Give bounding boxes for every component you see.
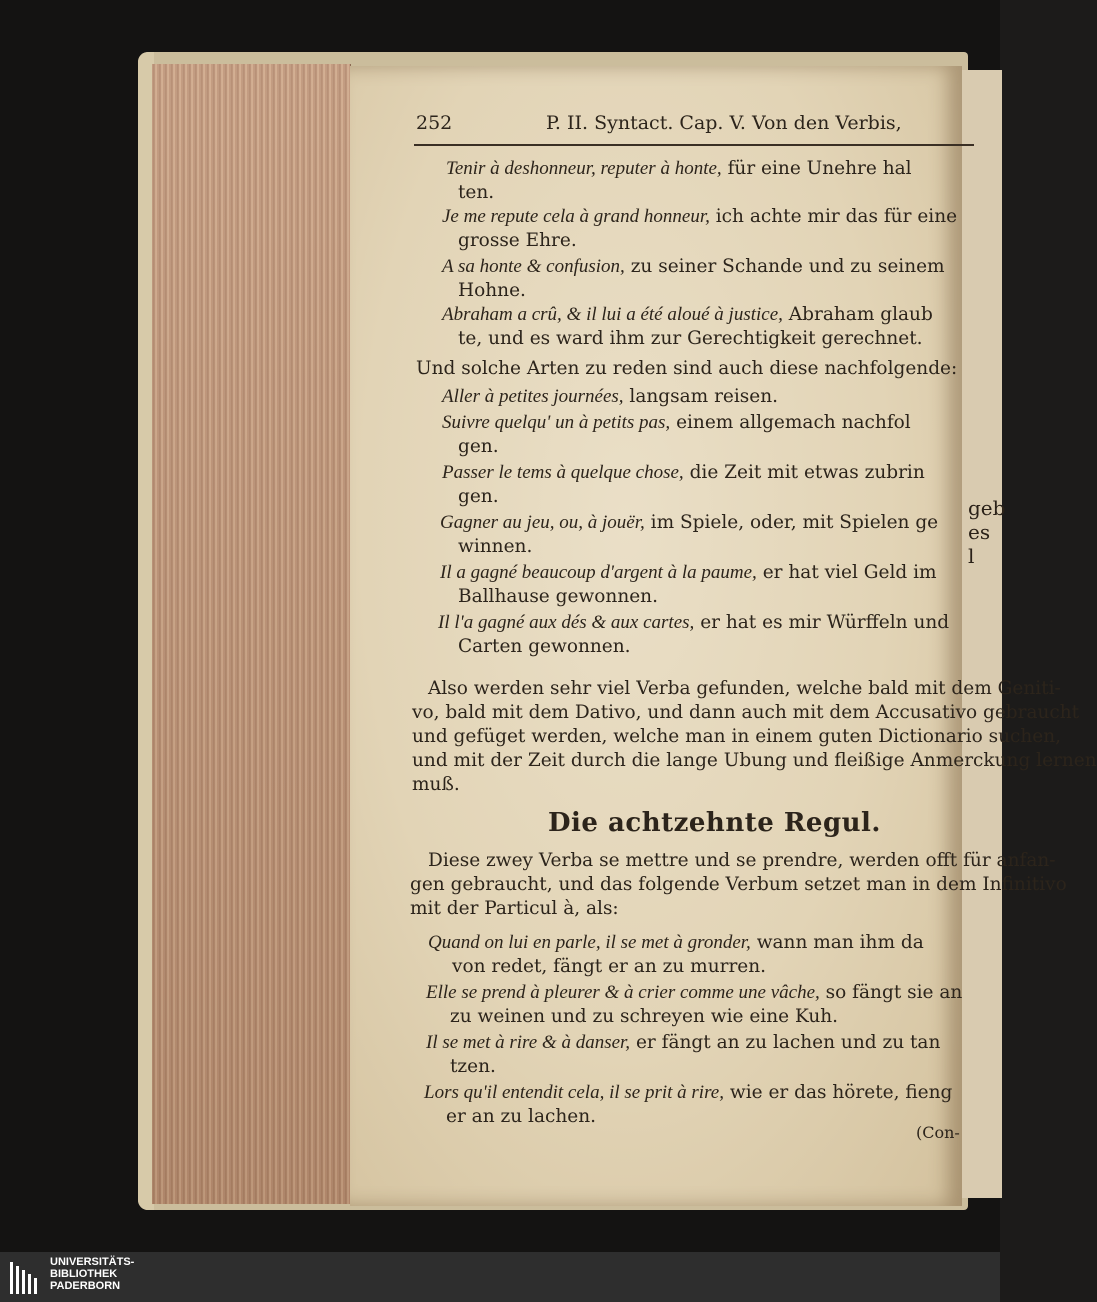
- text-line: gen.: [458, 486, 499, 507]
- facing-page-fragment: geb: [968, 496, 1006, 520]
- text-line: Suivre quelqu' un à petits pas, einem allgemach nachfol: [442, 412, 911, 433]
- text-line: Ballhause gewonnen.: [458, 586, 658, 607]
- text-line: Je me repute cela à grand honneur, ich achte mir das für eine: [442, 206, 958, 227]
- text-line: Quand on lui en parle, il se met à gronder, wann man ihm da: [428, 932, 924, 953]
- text-line: tzen.: [450, 1056, 496, 1077]
- paragraph-line: Also werden sehr viel Verba gefunden, welche bald mit dem Geniti-: [428, 678, 1061, 699]
- page-number: 252: [416, 112, 453, 134]
- book-page: [350, 66, 1097, 1206]
- text-line: Il a gagné beaucoup d'argent à la paume, er hat viel Geld im: [440, 562, 937, 583]
- text-line: zu weinen und zu schreyen wie eine Kuh.: [450, 1006, 839, 1027]
- text-line: grosse Ehre.: [458, 230, 577, 251]
- text-line: winnen.: [458, 536, 533, 557]
- text-line: Carten gewonnen.: [458, 636, 631, 657]
- library-name: UNIVERSITÄTS- BIBLIOTHEK PADERBORN: [50, 1256, 135, 1292]
- paragraph-line: gen gebraucht, und das folgende Verbum setzet man in dem Infinitivo: [410, 874, 1067, 895]
- page-content: [350, 66, 1097, 1206]
- paragraph-line: Diese zwey Verba se mettre und se prendre, werden offt für anfan-: [428, 850, 1056, 871]
- text-line: A sa honte & confusion, zu seiner Schande und zu seinem: [442, 256, 945, 277]
- head-rule: [414, 144, 974, 146]
- text-line: te, und es ward ihm zur Gerechtigkeit gerechnet.: [458, 328, 923, 349]
- section-heading: Die achtzehnte Regul.: [548, 808, 881, 838]
- paragraph-line: muß.: [412, 774, 460, 795]
- text-line: Il l'a gagné aux dés & aux cartes, er hat es mir Würffeln und: [438, 612, 950, 633]
- paragraph-line: und gefüget werden, welche man in einem guten Dictionario suchen,: [412, 726, 1062, 747]
- text-line: Aller à petites journées, langsam reisen.: [442, 386, 779, 407]
- library-logo-icon: [8, 1260, 42, 1296]
- intro-line: Und solche Arten zu reden sind auch diese nachfolgende:: [416, 358, 958, 379]
- text-line: Hohne.: [458, 280, 526, 301]
- library-footer: [0, 1252, 1000, 1302]
- facing-page-fragment: es l: [968, 520, 991, 568]
- text-line: von redet, fängt er an zu murren.: [452, 956, 767, 977]
- text-line: Gagner au jeu, ou, à jouër, im Spiele, oder, mit Spielen ge: [440, 512, 939, 533]
- text-line: Elle se prend à pleurer & à crier comme une vâche, so fängt sie an: [426, 982, 963, 1003]
- text-line: ten.: [458, 182, 495, 203]
- text-line: er an zu lachen.: [446, 1106, 597, 1127]
- paragraph-line: mit der Particul à, als:: [410, 898, 619, 919]
- running-head-text: P. II. Syntact. Cap. V. Von den Verbis,: [546, 112, 902, 134]
- running-head: [416, 112, 976, 142]
- paragraph-line: vo, bald mit dem Dativo, und dann auch mit dem Accusativo gebraucht: [412, 702, 1080, 723]
- text-line: Abraham a crû, & il lui a été aloué à justice, Abraham glaub: [442, 304, 933, 325]
- text-line: Lors qu'il entendit cela, il se prit à rire, wie er das hörete, fieng: [424, 1082, 953, 1103]
- text-line: Il se met à rire & à danser, er fängt an zu lachen und zu tan: [426, 1032, 941, 1053]
- text-line: Tenir à deshonneur, reputer à honte, für eine Unehre hal: [446, 158, 912, 179]
- catchword: (Con-: [916, 1123, 960, 1142]
- text-line: gen.: [458, 436, 499, 457]
- facing-page-edge: [960, 70, 1002, 1198]
- paragraph-line: und mit der Zeit durch die lange Ubung und fleißige Anmerckung lernen: [412, 750, 1097, 771]
- text-line: Passer le tems à quelque chose, die Zeit mit etwas zubrin: [442, 462, 925, 483]
